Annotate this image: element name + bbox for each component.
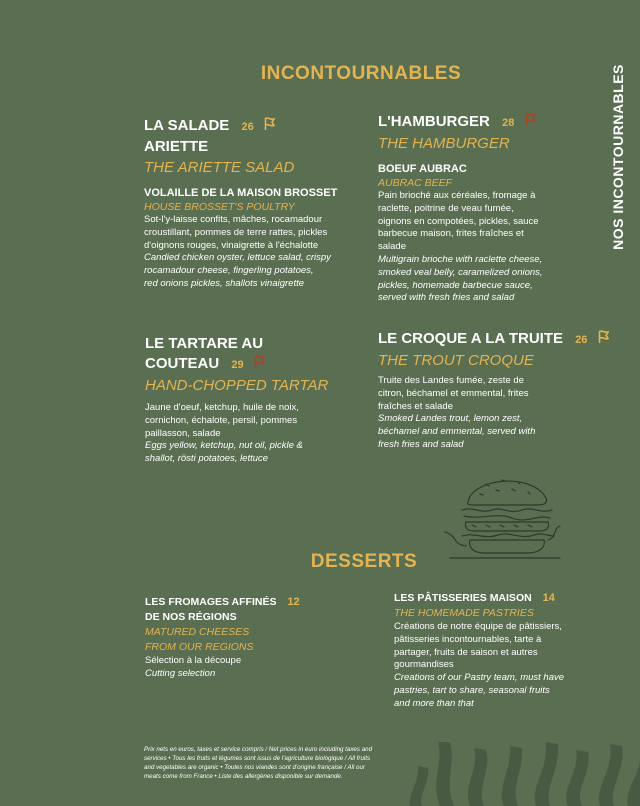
item-description-en: Multigrain brioche with raclette cheese, smoked veal belly, caramelized onions, pickles, homemade barbecue sauce, served with fresh fries and salad	[378, 253, 543, 304]
item-subtitle-en: THE TROUT CROQUE	[378, 352, 534, 369]
item-price: 26	[241, 121, 254, 133]
item-title-line2: ARIETTE	[144, 138, 209, 155]
item-description: Pain brioché aux céréales, fromage à raclette, poitrine de veau fumée, oignons en compotées, pickles, sauce barbecue maison, frites fraîches et salade	[378, 190, 539, 253]
menu-item-salade	[144, 116, 354, 291]
item-description-en: Eggs yellow, ketchup, nut oil, pickle & shallot, rösti potatoes, lettuce	[145, 440, 303, 465]
item-subtitle-en: THE HOMEMADE PASTRIES	[394, 607, 534, 619]
item-title: LES PÂTISSERIES MAISON	[394, 592, 532, 604]
item-price: 26	[575, 334, 588, 346]
item-subheading: VOLAILLE DE LA MAISON BROSSET	[144, 187, 338, 199]
item-subheading-en: AUBRAC BEEF	[378, 177, 453, 189]
item-price: 14	[542, 592, 555, 604]
item-description-en: Candied chicken oyster, lettuce salad, crispy rocamadour cheese, fingerling potatoes, red onions pickles, shallots vinaigrette	[144, 252, 331, 289]
dessert-item-patisseries	[394, 591, 614, 711]
item-price: 28	[502, 117, 515, 129]
item-price: 12	[287, 596, 300, 608]
burger-illustration	[440, 470, 570, 562]
side-title-text: NOS INCONTOURNABLES	[610, 64, 626, 250]
section-title-desserts: DESSERTS	[310, 551, 418, 572]
flag-icon	[254, 355, 265, 369]
dessert-item-fromages	[145, 595, 365, 681]
item-description-en: Smoked Landes trout, lemon zest, béchamel and emmental, served with fresh fries and salad	[378, 413, 536, 450]
item-title: LE TARTARE AU	[145, 335, 264, 352]
item-description: Jaune d'oeuf, ketchup, huile de noix, cornichon, échalote, persil, pommes paillasson, salade	[145, 402, 299, 439]
flag-icon	[264, 117, 275, 131]
item-subtitle-en: HAND-CHOPPED TARTAR	[145, 377, 329, 394]
item-description: Sot-l'y-laisse confits, mâches, rocamadour croustillant, pommes de terre rattes, pickles d'oignons rouges, vinaigrette à l'échalotte	[144, 214, 328, 251]
item-description-en: Cutting selection	[145, 667, 216, 679]
item-title: LE CROQUE A LA TRUITE	[378, 330, 563, 347]
item-title-line2: COUTEAU	[145, 355, 220, 372]
item-description: Sélection à la découpe	[145, 655, 242, 666]
item-subtitle-en: THE ARIETTE SALAD	[144, 159, 295, 176]
flag-icon	[525, 113, 536, 127]
item-subheading-en: HOUSE BROSSET'S POULTRY	[144, 201, 295, 213]
menu-item-tartare	[145, 334, 355, 466]
item-description: Créations de notre équipe de pâtissiers, pâtisseries incontournables, tarte à partager, fruits de saison et autres gourmandises	[394, 621, 562, 671]
item-subtitle-en-line2: FROM OUR REGIONS	[145, 641, 254, 653]
item-subtitle-en: MATURED CHEESES	[145, 626, 250, 638]
item-subtitle-en: THE HAMBURGER	[378, 135, 510, 152]
item-title: LA SALADE	[144, 117, 230, 134]
menu-item-hamburger	[378, 112, 578, 305]
footer-legal-text: Prix nets en euros, taxes et service compris / Net prices in euro including taxes and services • Tous les fruits et légumes sont issus de l'agriculture biologique / All fruits and vegetables are organic • Toutes nos viandes sont d'origine française / All our meats come from France • Liste des allergènes disponible sur demande.	[144, 746, 373, 780]
item-description-en: Creations of our Pastry team, must have pastries, tart to share, seasonal fruits and more than that	[394, 672, 565, 709]
item-subheading: BOEUF AUBRAC	[378, 163, 467, 175]
menu-item-croque	[378, 329, 618, 452]
section-title-incontournables: INCONTOURNABLES	[260, 63, 462, 84]
item-description: Truite des Landes fumée, zeste de citron, béchamel et emmental, frites fraîches et salade	[378, 375, 529, 412]
flag-icon	[598, 330, 609, 344]
leaf-pattern	[400, 742, 640, 806]
item-title: L'HAMBURGER	[378, 113, 490, 130]
item-title-line2: DE NOS RÉGIONS	[145, 611, 237, 623]
side-title	[606, 62, 630, 252]
item-price: 29	[231, 359, 244, 371]
item-title: LES FROMAGES AFFINÉS	[145, 596, 277, 608]
